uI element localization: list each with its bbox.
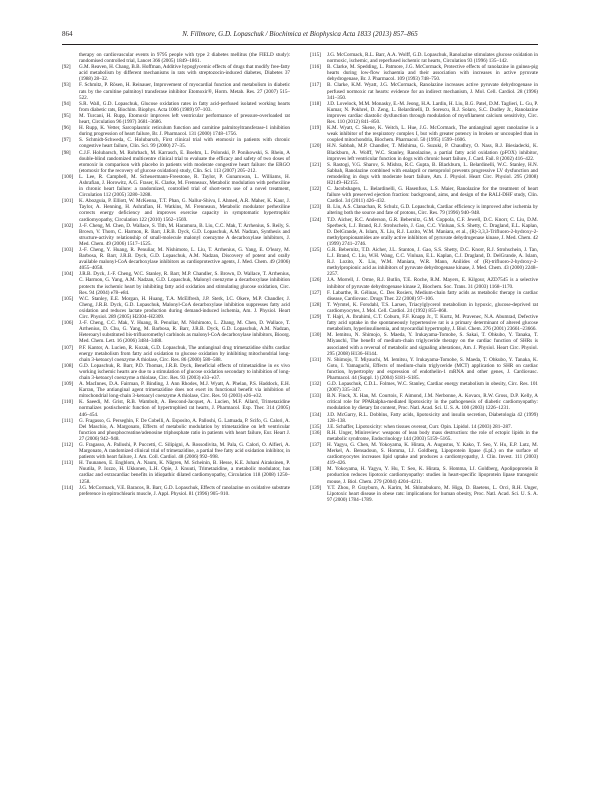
reference-text: T.D. Aicher, R.C. Anderson, G.R. Bebernitz, G.M. Coppola, C.F. Jewell, D.C. Knorr, C. Liu, D.M. Sperbeck, L.J. Brand, R.J. Strohschein, J. Gao, C.C. Vinluan, S.S. Shetty, C. Dragland, E.L. Kaplan, D. DelGrande, A. Islam, X. Liu, R.J. Lozito, W.M. Maniara, et al., (R)-3,3,3-Trifluoro-2-hydroxy-2-methylpropionamides are orally active inhibitors of pyruvate dehydrogenase kinase, J. Med. Chem. 42 (1999) 2741–2746. <box>327 216 538 247</box>
reference-item <box>310 186 538 204</box>
reference-text: F. Labarthe, R. Gélinas, C. Des Rosiers, Medium-chain fatty acids as metabolic therapy in cardiac disease, Cardiovasc. Drugs Ther. 22 (2008) 97–106. <box>327 289 538 302</box>
reference-item <box>62 64 290 82</box>
reference-number: [101] <box>62 198 74 205</box>
reference-number: [94] <box>62 100 71 107</box>
reference-text: G. Fragasso, G. Perseghin, F. De Cobelli, A. Esposito, A. Palloshi, G. Lattuada, P. Scifo, G. Calori, A. Del Maschio, A. Margonato, Effects of metabolic modulation by trimetazidine on left ventricular function and phosphocreatine/adenosine triphosphate ratio in patients with heart failure, Eur. Heart J. 27 (2006) 942–948. <box>79 417 290 442</box>
reference-item <box>62 399 290 417</box>
reference-number: [96] <box>62 125 71 132</box>
reference-text: P.F. Kantor, A. Lucien, R. Kozak, G.D. Lopaschuk, The antianginal drug trimetazidine shifts cardiac energy metabolism from fatty acid oxidation to glucose oxidation by inhibiting mitochondrial long-chain 3-ketoacyl coenzyme A thiolase, Circ. Res. 86 (2000) 580–588. <box>79 344 290 363</box>
reference-item <box>62 271 290 295</box>
reference-item <box>62 485 290 497</box>
reference-number: [123] <box>310 204 322 211</box>
reference-text: M. Turcani, H. Rupp, Etomoxir improves left ventricular performance of pressure-overloaded rat heart, Circulation 96 (1997) 3681–3686. <box>79 112 290 126</box>
reference-item <box>62 381 290 399</box>
reference-text: J.E. Schaffer, Lipotoxicity: when tissues overeat, Curr. Opin. Lipidol. 14 (2003) 281–287. <box>327 423 512 430</box>
reference-number: [139] <box>310 484 322 491</box>
reference-item <box>310 101 538 125</box>
reference-list-left <box>62 52 290 777</box>
reference-number: [109] <box>62 381 74 388</box>
reference-list-right <box>310 52 538 777</box>
reference-number: [120] <box>310 143 322 150</box>
reference-number: [104] <box>62 271 74 278</box>
reference-item <box>62 363 290 381</box>
reference-item <box>62 101 290 113</box>
reference-text: B.N. Finck, X. Han, M. Courtois, F. Aimond, J.M. Nerbonne, A. Kovacs, R.W. Gross, D.P. Kelly, A critical role for PPARalpha-mediated lipotoxicity in the pathogenesis of diabetic cardiomyopathy: modulation by dietary fat content, Proc. Natl. Acad. Sci. U. S. A. 100 (2003) 1226–1231. <box>327 393 538 412</box>
reference-text: S.R. Wall, G.D. Lopaschuk, Glucose oxidation rates in fatty acid-perfused isolated working hearts from diabetic rats, Biochim. Biophys. Acta 1006 (1989) 97–103. <box>79 100 290 113</box>
reference-text: B. Clarke, K.M. Wyatt, J.G. McCormack, Ranolazine increases active pyruvate dehydrogenase in perfused normoxic rat hearts: evidence for an indirect mechanism, J. Mol. Cell. Cardiol. 28 (1996) 341–350. <box>327 82 538 101</box>
reference-item <box>310 381 538 393</box>
reference-text: J.G. McCormack, R.L. Barr, A.A. Wolff, G.D. Lopaschuk, Ranolazine stimulates glucose oxidation in normoxic, ischemic, and reperfused ischemic rat hearts, Circulation 93 (1996) 135–142. <box>327 52 538 65</box>
reference-text: K. Saeedi, M. Grist, R.B. Wambolt, A. Bescond-Jacquet, A. Lucien, M.F. Allard, Trimetazidine normalizes postischemic function of hypertrophied rat hearts, J. Pharmacol. Exp. Ther. 314 (2005) 446–454. <box>79 399 290 418</box>
reference-number: [115] <box>310 52 321 58</box>
reference-item <box>62 113 290 125</box>
page-header <box>62 30 538 42</box>
reference-text: N. Shimojo, T. Miyauchi, M. Iemitsu, Y. Irukayama-Tomobe, S. Maeda, T. Ohkubo, Y. Tanaka, K. Goto, I. Yamaguchi, Effects of medium-chain triglyceride (MCT) application to SHR on cardiac function, hypertrophy and expression of endothelin-1 mRNA and other genes, J. Cardiovasc. Pharmacol. 44 (Suppl. 1) (2004) S181–S185. <box>327 356 538 381</box>
reference-item <box>62 345 290 363</box>
reference-item <box>310 277 538 289</box>
reference-number: [131] <box>310 356 322 363</box>
reference-number: [119] <box>310 125 321 132</box>
reference-item <box>310 412 538 424</box>
reference-text: T. Hajri, A. Ibrahimi, C.T. Coburn, F.F. Knapp Jr., T. Kurtz, M. Pravenec, N.A. Abumrad, Defective fatty acid uptake in the spontaneously hypertensive rat is a primary determinant of altered glucose metabolism, hyperinsulinemia, and myocardial hypertrophy, J. Biol. Chem. 276 (2001) 23661–23666. <box>327 314 538 333</box>
reference-number: [133] <box>310 393 322 400</box>
reference-text: J.-F. Cheng, C.C. Mak, Y. Huang, R. Penuliar, M. Nishimoto, L. Zhang, M. Chen, D. Wallace, T. Arrhenius, D. Chu, G. Yang, M. Barbosa, R. Barr, J.R.B. Dyck, G.D. Lopaschuk, A.M. Nadzan, Heteroaryl substituted bis-trifluoromethyl carbinols as malonyl-CoA decarboxylase inhibitors, Bioorg. Med. Chem. Lett. 16 (2006) 3484–3488. <box>79 320 290 345</box>
reference-text: M. Yokoyama, H. Yagyu, Y. Hu, T. Seo, K. Hirata, S. Homma, I.J. Goldberg, Apolipoprotein B production reduces lipotoxic cardiomyopathy: studies in heart-specific lipoprotein lipase transgenic mouse, J. Biol. Chem. 279 (2004) 4204–4211. <box>327 466 538 485</box>
reference-text: K.M. Wyatt, C. Skene, K. Veitch, L. Hue, J.G. McCormack, The antianginal agent ranolazine is a weak inhibitor of the respiratory complex I, but with greater potency in broken or uncoupled than in coupled mitochondria, Biochem. Pharmacol. 50 (1995) 1599–1606. <box>327 125 538 144</box>
reference-text: G. Fragasso, A. Palloshi, P. Puccetti, C. Silipigni, A. Rossodivita, M. Pala, G. Calori, O. Alfieri, A. Margonato, A randomized clinical trial of trimetazidine, a partial free fatty acid oxidation inhibitor, in patients with heart failure, J. Am. Coll. Cardiol. 48 (2006) 992–998. <box>79 442 290 461</box>
reference-item <box>62 320 290 344</box>
reference-item <box>310 143 538 161</box>
reference-text: M. Iemitsu, N. Shimojo, S. Maeda, Y. Irukayama-Tomobe, S. Sakai, T. Ohkubo, Y. Tanaka, T. Miyauchi, The benefit of medium-chain triglyceride therapy on the cardiac function of SHRs is associated with a reversal of metabolic and signaling alterations, Am. J. Physiol. Heart Circ. Physiol. 295 (2008) H136–H144. <box>327 332 538 357</box>
reference-text: S. Rastogi, V.G. Sharov, S. Mishra, R.C. Gupta, B. Blackburn, L. Belardinelli, W.C. Stanley, H.N. Sabbah, Ranolazine combined with enalapril or metoprolol prevents progressive LV dysfunction and remodeling in dogs with moderate heart failure, Am. J. Physiol. Heart Circ. Physiol. 295 (2008) H2149–H2155. <box>327 161 538 186</box>
reference-number: [122] <box>310 186 322 193</box>
reference-item <box>310 52 538 64</box>
reference-text: H. Yagyu, G. Chen, M. Yokoyama, K. Hirata, A. Augustus, Y. Kako, T. Seo, Y. Hu, E.P. Lutz, M. Merkel, A. Bensadoun, S. Homma, I.J. Goldberg, Lipoprotein lipase (LpL) on the surface of cardiomyocytes increases lipid uptake and produces a cardiomyopathy, J. Clin. Invest. 111 (2003) 419–426. <box>327 442 538 467</box>
reference-number: [125] <box>310 247 322 253</box>
reference-number: [97] <box>62 137 71 144</box>
reference-number: [105] <box>62 295 74 302</box>
reference-number: [100] <box>62 173 74 180</box>
reference-text: B. Liu, A.S. Clanachan, R. Schulz, G.D. Lopaschuk, Cardiac efficiency is improved after ischemia by altering both the source and fate of protons, Circ. Res. 79 (1996) 940–948. <box>327 204 538 217</box>
reference-number: [130] <box>310 332 322 339</box>
reference-text: B. Clarke, M. Spedding, L. Patmore, J.G. McCormack, Protective effects of ranolazine in guinea-pig hearts during low-flow ischaemia and their association with increases in active pyruvate dehydrogenase, Br. J. Pharmacol. 109 (1993) 748–750. <box>327 64 538 83</box>
reference-text: C.J.F. Holubarsch, M. Rohrbach, M. Karrasch, E. Boehm, L. Polonski, P. Ponikowski, S. Rhein, A double-blind randomized multicentre clinical trial to evaluate the efficacy and safety of two doses of etomoxir in comparison with placebo in patients with moderate congestive heart failure: the ERGO (etomoxir for the recovery of glucose oxidation) study, Clin. Sci. 113 (2007) 205–212. <box>79 149 290 174</box>
reference-item <box>310 357 538 381</box>
reference-number: [112] <box>62 442 73 448</box>
reference-number: [135] <box>310 423 322 430</box>
reference-text: J.D. McGarry, R.L. Dobbins, Fatty acids, lipotoxicity and insulin secretion, Diabetologia 42 (1999) 128–138. <box>327 411 538 424</box>
reference-item <box>62 52 290 64</box>
header-rule <box>62 44 538 45</box>
reference-number: [128] <box>310 301 322 308</box>
reference-number: [103] <box>62 247 74 253</box>
reference-text: A. MacInnes, D.A. Fairman, P. Binding, J. Ann Rhodes, M.J. Wyatt, A. Phelan, P.S. Haddock, E.H. Karran, The antianginal agent trimetazidine does not exert its functional benefit via inhibition of mitochondrial long-chain 3-ketoacyl coenzyme A thiolase, Circ. Res. 93 (2003) e26–e32. <box>79 381 290 400</box>
reference-number: [132] <box>310 381 322 388</box>
reference-item <box>310 162 538 186</box>
reference-number: [118] <box>310 100 321 107</box>
reference-text: J.A. Morrell, J. Orme, R.J. Butlin, T.E. Roche, R.M. Mayers, E. Kilgour, AZD7545 is a selective inhibitor of pyruvate dehydrogenase kinase 2, Biochem. Soc. Trans. 31 (2003) 1168–1170. <box>327 277 538 290</box>
reference-text: G.M. Reaven, H. Chang, B.B. Hoffman, Additive hypoglycemic effects of drugs that modify free-fatty acid metabolism by different mechanisms in rats with streptozocin-induced diabetes, Diabetes 37 (1988) 28–32. <box>79 64 290 83</box>
reference-text: therapy on cardiovascular events in 9795 people with type 2 diabetes mellitus (the FIELD study): randomised controlled trial, Lancet 366 (2005) 1849–1861. <box>79 52 290 65</box>
reference-item <box>62 247 290 271</box>
reference-item <box>310 82 538 100</box>
reference-text: G.R. Bebernitz, T.D. Aicher, J.L. Stanton, J. Gao, S.S. Shetty, D.C. Knorr, R.J. Strohschein, J. Tan, L.J. Brand, C. Liu, W.H. Wang, C.C. Vinluan, E.L. Kaplan, C.J. Dragland, D. DelGrande, A. Islam, R.J. Lozito, X. Liu, W.M. Maniara, W.R. Mann, Anilides of (R)-trifluoro-2-hydroxy-2-methylpropionic acid as inhibitors of pyruvate dehydrogenase kinase, J. Med. Chem. 43 (2000) 2248–2257. <box>327 247 538 278</box>
reference-number: [108] <box>62 362 74 369</box>
reference-number: [102] <box>62 222 74 229</box>
reference-number: [114] <box>62 484 73 491</box>
reference-number: [95] <box>62 112 71 119</box>
reference-number: [92] <box>62 64 71 71</box>
reference-text: J.R.B. Dyck, J.-F. Cheng, W.C. Stanley, R. Barr, M.P. Chandler, S. Brown, D. Wallace, T. Arrhenius, C. Harmon, G. Yang, A.M. Nadzan, G.D. Lopaschuk, Malonyl coenzyme a decarboxylase inhibition protects the ischemic heart by inhibiting fatty acid oxidation and stimulating glucose oxidation, Circ. Res. 94 (2004) e78–e84. <box>79 271 290 296</box>
reference-number: [129] <box>310 314 322 321</box>
reference-text: H.N. Sabbah, M.P. Chandler, T. Mishima, G. Suzuki, P. Chaudhry, O. Nass, R.J. Biesiadecki, K. Blackburn, A. Wolff, W.C. Stanley, Ranolazine, a partial fatty acid oxidation (pFOX) inhibitor, improves left ventricular function in dogs with chronic heart failure, J. Card. Fail. 8 (2002) 416–422. <box>327 143 538 162</box>
reference-text: G.D. Lopaschuk, C.D.L. Folmes, W.C. Stanley, Cardiac energy metabolism in obesity, Circ. Res. 101 (2007) 335–347. <box>327 381 538 394</box>
reference-number: [116] <box>310 64 321 71</box>
reference-text: S. Schmidt-Schweda, C. Holubarsch, First clinical trial with etomoxir in patients with chronic congestive heart failure, Clin. Sci. 99 (2000) 27–35. <box>79 137 290 150</box>
reference-item <box>62 150 290 174</box>
reference-text: J.-F. Cheng, M. Chen, D. Wallace, S. Tith, M. Haramura, B. Liu, C.C. Mak, T. Arrhenius, S. Reily, S. Brown, V. Thorn, C. Harmon, R. Barr, J.R.B. Dyck, G.D. Lopaschuk, A.M. Nadzan, Synthesis and structure-activity relationship of small-molecule malonyl coenzyme A decarboxylase inhibitors, J. Med. Chem. 49 (2006) 1517–1525. <box>79 222 290 247</box>
reference-number: [136] <box>310 429 322 436</box>
reference-number: [113] <box>62 460 73 467</box>
reference-item <box>62 137 290 149</box>
reference-item <box>310 290 538 302</box>
reference-item <box>310 302 538 314</box>
reference-number: [124] <box>310 216 322 223</box>
reference-text: H. Rupp, K. Vetter, Sarcoplasmic reticulum function and carnitine palmitoyltransferase-1 inhibition during progression of heart failure, Br. J. Pharmacol. 131 (2000) 1748–1756. <box>79 125 290 138</box>
reference-text: W.C. Stanley, E.E. Morgan, H. Huang, T.A. McElfresh, J.P. Sterk, I.C. Okere, M.P. Chandler, J. Cheng, J.R.B. Dyck, G.D. Lopaschuk, Malonyl-CoA decarboxylase inhibition suppresses fatty acid oxidation and reduces lactate production during demand-induced ischemia, Am. J. Physiol. Heart Circ. Physiol. 289 (2005) H2304–H2309. <box>79 295 290 321</box>
reference-item <box>310 125 538 143</box>
reference-text: J.D. Lovelock, M.M. Monasky, E.-M. Jeong, H.A. Lardin, H. Liu, B.G. Patel, D.M. Taglieri, L. Gu, P. Kumar, N. Pokhrel, D. Zeng, L. Belardinelli, D. Sorescu, R.J. Solaro, S.C. Dudley Jr., Ranolazine improves cardiac diastolic dysfunction through modulation of myofilament calcium sensitivity, Circ. Res. 110 (2012) 841–850. <box>327 100 538 126</box>
reference-text: H. Tuunanen, E. Engblom, A. Naum, K. Någren, M. Scheinin, B. Hesse, K.E. Juhani Airaksinen, P. Nuutila, P. Iozzo, H. Ukkonen, L.H. Opie, J. Knuuti, Trimetazidine, a metabolic modulator, has cardiac and extracardiac benefits in idiopathic dilated cardiomyopathy, Circulation 118 (2008) 1250–1258. <box>79 460 290 485</box>
reference-number: [121] <box>310 161 322 168</box>
reference-item <box>62 82 290 100</box>
reference-text: C. Jacobshagen, L. Belardinelli, G. Hasenfuss, L.S. Maier, Ranolazine for the treatment of heart failure with preserved ejection fraction: background, aims, and design of the RALI-DHF study, Clin. Cardiol. 34 (2011) 426–432. <box>327 186 538 205</box>
page-number: 864 <box>62 30 73 38</box>
reference-item <box>62 125 290 137</box>
reference-number: [127] <box>310 289 322 296</box>
reference-text: Y.T. Zhou, P. Grayburn, A. Karim, M. Shimabukuro, M. Higa, D. Baetens, L. Orci, R.H. Unger, Lipotoxic heart disease in obese rats: implications for human obesity, Proc. Natl. Acad. Sci. U. S. A. 97 (2000) 1784–1789. <box>327 484 538 503</box>
reference-item <box>310 430 538 442</box>
reference-columns <box>62 52 538 777</box>
reference-number: [117] <box>310 82 321 89</box>
reference-item <box>62 418 290 442</box>
reference-number: [110] <box>62 399 73 406</box>
reference-item <box>62 296 290 320</box>
reference-item <box>62 223 290 247</box>
reference-text: F. Schmitz, P. Rösen, H. Reinauer, Improvement of myocardial function and metabolism in diabetic rats by the carnitine palmitoyl transferase inhibitor Etomoxir®, Horm. Metab. Res. 27 (2007) 515–522. <box>79 82 290 101</box>
reference-item <box>62 442 290 460</box>
reference-number: [93] <box>62 82 71 89</box>
reference-number: [126] <box>310 277 322 284</box>
reference-item <box>62 460 290 484</box>
reference-number: [134] <box>310 411 322 418</box>
reference-item <box>62 198 290 222</box>
reference-number: [106] <box>62 320 74 327</box>
reference-item <box>310 247 538 277</box>
running-head: N. Fillmore, G.D. Lopaschuk / Biochimica et Biophysica Acta 1833 (2013) 857–865 <box>182 30 418 38</box>
reference-text: R.H. Unger, Minireview: weapons of lean body mass destruction: the role of ectopic lipids in the metabolic syndrome, Endocrinology 144 (2003) 5159–5165. <box>327 429 538 442</box>
reference-number: [98] <box>62 149 71 156</box>
reference-text: L. Lee, R. Campbell, M. Scheuermann-Freestone, R. Taylor, P. Gunaruwan, L. Williams, H. Ashrafian, J. Horowitz, A.G. Fraser, K. Clarke, M. Frenneaux, Metabolic modulation with perhexiline in chronic heart failure: a randomized, controlled trial of short-term use of a novel treatment, Circulation 112 (2005) 3280–3288. <box>79 173 290 199</box>
reference-number: [137] <box>310 442 322 448</box>
reference-item <box>310 466 538 484</box>
reference-text: G.D. Lopaschuk, R. Barr, P.D. Thomas, J.R.B. Dyck, Beneficial effects of trimetazidine in ex vivo working ischemic hearts are due to a stimulation of glucose oxidation secondary to inhibition of long-chain 3-ketoacyl coenzyme a thiolase, Circ. Res. 93 (2003) e33–e37. <box>79 362 290 381</box>
reference-number: [138] <box>310 466 322 473</box>
reference-item <box>310 204 538 216</box>
reference-text: K. Abozguia, P. Elliott, W. McKenna, T.T. Phan, G. Nallur-Shivu, I. Ahmed, A.R. Maher, K. Kaur, J. Taylor, A. Henning, H. Ashrafian, H. Watkins, M. Frenneaux, Metabolic modulator perhexiline corrects energy deficiency and improves exercise capacity in symptomatic hypertrophic cardiomyopathy, Circulation 122 (2010) 1562–1569. <box>79 198 290 223</box>
reference-item <box>310 442 538 466</box>
reference-item <box>310 393 538 411</box>
reference-text: T. Wymtel, K. Forsdahl, T.S. Larsen, Triacylglycerol metabolism in hypoxic, glucose-deprived rat cardiomyocytes, J. Mol. Cell. Cardiol. 24 (1992) 855–868. <box>327 301 538 314</box>
reference-text: J.-F. Cheng, Y. Huang, R. Penuliar, M. Nishimoto, L. Liu, T. Arrhenius, G. Yang, E. O'leary, M. Barbosa, R. Barr, J.R.B. Dyck, G.D. Lopaschuk, A.M. Nadzan, Discovery of potent and orally available malonyl-CoA decarboxylase inhibitors as cardioprotective agents, J. Med. Chem. 49 (2006) 4055–4058. <box>79 247 290 272</box>
reference-item <box>310 485 538 503</box>
reference-item <box>310 314 538 332</box>
reference-item <box>310 64 538 82</box>
reference-number: [107] <box>62 344 74 351</box>
reference-number: [111] <box>62 417 73 424</box>
reference-item <box>310 332 538 356</box>
reference-item <box>310 217 538 247</box>
reference-text: J.G. McCormack, V.E. Baracos, R. Barr, G.D. Lopaschuk, Effects of ranolazine on oxidative substrate preference in epitrochlearis muscle, J. Appl. Physiol. 81 (1996) 905–910. <box>79 484 290 497</box>
reference-item <box>62 174 290 198</box>
